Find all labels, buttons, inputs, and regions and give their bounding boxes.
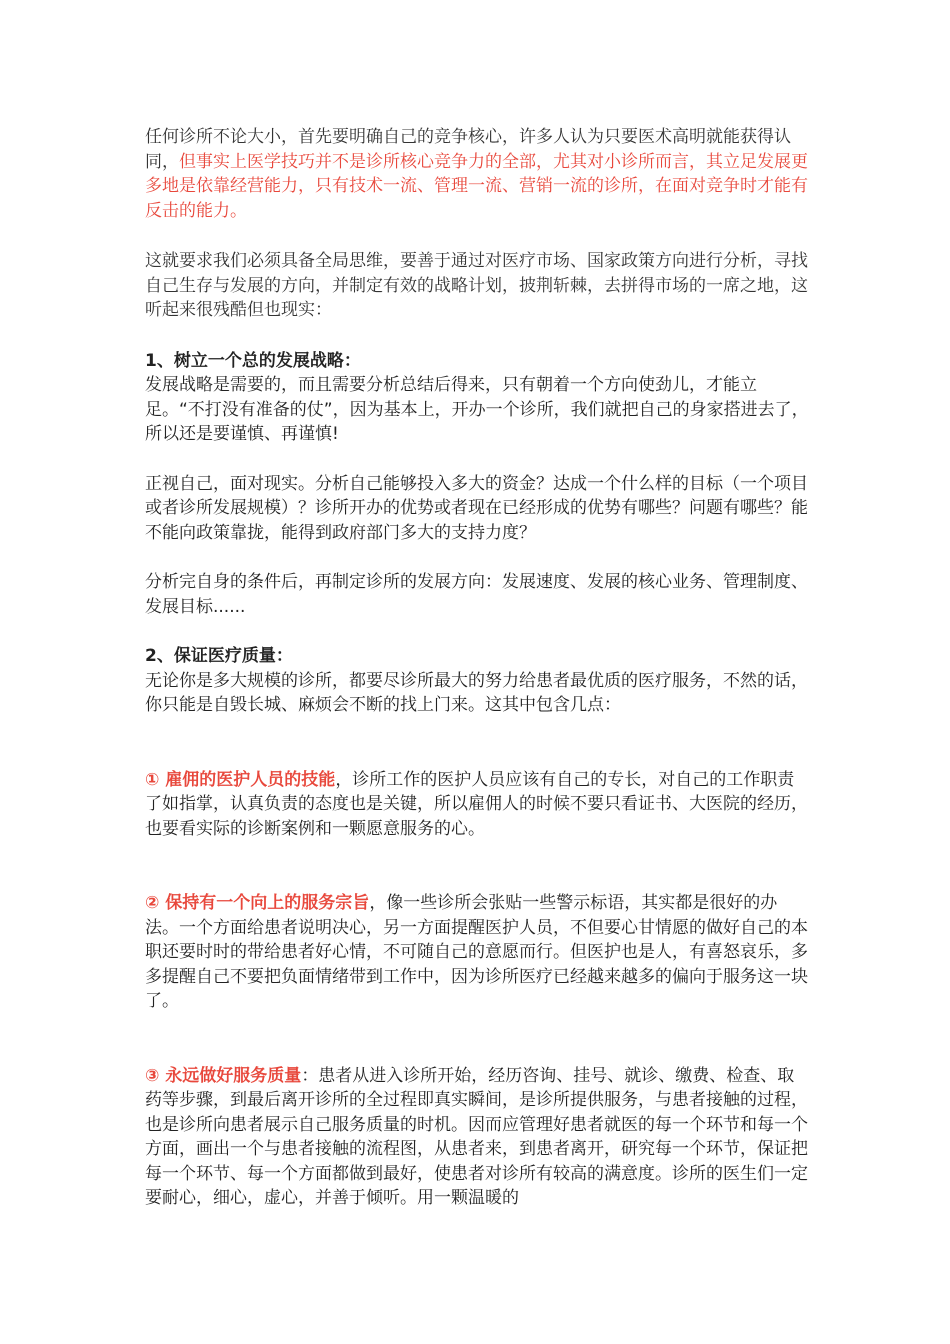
paragraph-global-thinking: 这就要求我们必须具备全局思维，要善于通过对医疗市场、国家政策方向进行分析，寻找自己生存与发展的方向，并制定有效的战略计划，披荆斩棘，去拼得市场的一席之地，这听起来很残酷但也现实： (145, 251, 808, 320)
list-item-service-tenet (145, 891, 810, 1014)
paragraph-direction: 分析完自身的条件后，再制定诊所的发展方向：发展速度、发展的核心业务、管理制度、发展目标...... (145, 572, 808, 617)
item-title: ② 保持有一个向上的服务宗旨 (145, 893, 370, 913)
section-heading-strategy: 1、树立一个总的发展战略： (145, 350, 361, 371)
document-body (145, 125, 810, 1211)
item-title: ③ 永远做好服务质量 (145, 1065, 302, 1086)
intro-highlight: 但事实上医学技巧并不是诊所核心竞争力的全部，尤其对小诊所而言，其立足发展更多地是依靠经营能力，只有技术一流、管理一流、营销一流的诊所，在面对竞争时才能有反击的能力。 (145, 151, 808, 221)
item-body: ，诊所工作的医护人员应该有自己的专长，对自己的工作职责了如指掌，认真负责的态度也是关键，所以雇佣人的时候不要只看证书、大医院的经历，也要看实际的诊断案例和一颗愿意服务的心。 (145, 769, 808, 839)
item-body: ，像一些诊所会张贴一些警示标语，其实都是很好的办法。一个方面给患者说明决心，另一方面提醒医护人员，不但要心甘情愿的做好自己的本职还要时时的带给患者好心情，不可随自己的意愿而行。但医护也是人，有喜怒哀乐，多多提醒自己不要把负面情绪带到工作中，因为诊所医疗已经越来越多的偏向于服务这一块了。 (145, 893, 808, 1011)
paragraph-strategy: 发展战略是需要的，而且需要分析总结后得来，只有朝着一个方向使劲儿，才能立足。“不打没有准备的仗”，因为基本上，开办一个诊所，我们就把自己的身家搭进去了，所以还是要谨慎、再谨慎! (145, 375, 809, 444)
list-item-service-quality (145, 1064, 810, 1211)
item-title: ① 雇佣的医护人员的技能 (145, 769, 336, 790)
list-item-staff-skills (145, 768, 810, 842)
section-heading-quality: 2、保证医疗质量： (145, 646, 293, 666)
intro-text: 任何诊所不论大小，首先要明确自己的竞争核心，许多人认为只要医术高明就能获得认同， (145, 127, 791, 172)
paragraph-face-reality: 正视自己，面对现实。分析自己能够投入多大的资金？达成一个什么样的目标（一个项目或者诊所发展规模）？诊所开办的优势或者现在已经形成的优势有哪些？问题有哪些？能不能向政策靠拢，能得到政府部门多大的支持力度？ (145, 473, 808, 543)
paragraph-quality: 无论你是多大规模的诊所，都要尽诊所最大的努力给患者最优质的医疗服务，不然的话，你只能是自毁长城、麻烦会不断的找上门来。这其中包含几点： (145, 670, 808, 715)
paragraph-intro (145, 125, 810, 223)
item-body: ：患者从进入诊所开始，经历咨询、挂号、就诊、缴费、检查、取药等步骤，到最后离开诊所的全过程即真实瞬间，是诊所提供服务，与患者接触的过程，也是诊所向患者展示自己服务质量的时机。因而应管理好患者就医的每一个环节和每一个方面，画出一个与患者接触的流程图，从患者来，到患者离开，研究每一个环节，保证把每一个环节、每一个方面都做到最好，使患者对诊所有较高的满意度。诊所的医生们一定要耐心，细心，虚心，并善于倾听。用一颗温暖的 (145, 1065, 808, 1208)
